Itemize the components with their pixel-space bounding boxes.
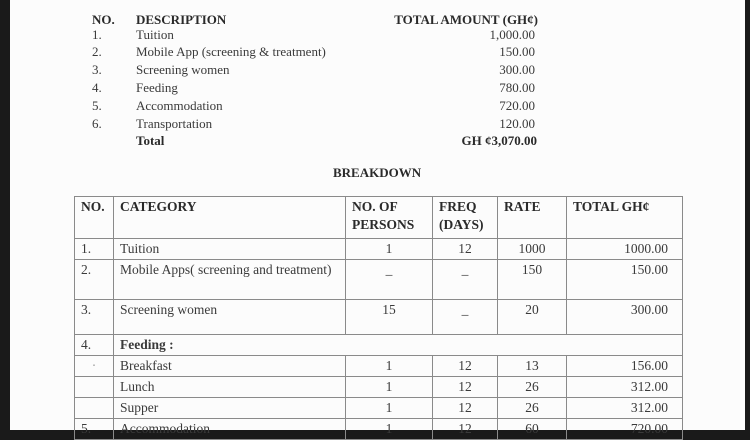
table-row <box>75 419 683 440</box>
cell-no: 4. <box>75 335 114 356</box>
summary-no: 3. <box>92 62 102 77</box>
cell-freq: _ <box>433 300 498 335</box>
table-row <box>75 377 683 398</box>
summary-amount: 120.00 <box>499 116 535 131</box>
cell-rate: 13 <box>498 356 567 377</box>
cell-category: Supper <box>114 398 346 419</box>
cell-rate: 26 <box>498 398 567 419</box>
cell-total: 150.00 <box>567 260 683 300</box>
cell-no: · <box>75 356 114 377</box>
summary-amount: 150.00 <box>499 44 535 59</box>
summary-no: 1. <box>92 27 102 42</box>
cell-freq: 12 <box>433 356 498 377</box>
cell-persons: 15 <box>346 300 433 335</box>
cell-no: 5. <box>75 419 114 440</box>
cell-rate: 60 <box>498 419 567 440</box>
cell-total: 300.00 <box>567 300 683 335</box>
table-row <box>75 239 683 260</box>
cell-persons: 1 <box>346 419 433 440</box>
header-category: CATEGORY <box>114 197 346 239</box>
cell-no: 1. <box>75 239 114 260</box>
cell-freq: 12 <box>433 239 498 260</box>
header-persons: NO. OF PERSONS <box>346 197 433 239</box>
header-total: TOTAL GH¢ <box>567 197 683 239</box>
breakdown-title: BREAKDOWN <box>333 165 422 180</box>
cell-total: 1000.00 <box>567 239 683 260</box>
cell-persons: 1 <box>346 377 433 398</box>
cell-persons: _ <box>346 260 433 300</box>
cell-category: Screening women <box>114 300 346 335</box>
cell-freq: 12 <box>433 377 498 398</box>
cell-category: Mobile Apps( screening and treatment) <box>114 260 346 300</box>
summary-no: 4. <box>92 80 102 95</box>
summary-total-label: Total <box>136 133 165 148</box>
summary-description: Accommodation <box>136 98 223 113</box>
table-row <box>75 260 683 300</box>
cell-no: 2. <box>75 260 114 300</box>
summary-description: Tuition <box>136 27 174 42</box>
cell-persons: 1 <box>346 239 433 260</box>
cell-category: Feeding : <box>114 335 346 356</box>
cell-rate: 150 <box>498 260 567 300</box>
table-header-row <box>75 197 683 239</box>
cell-empty-merged <box>346 335 683 356</box>
summary-header-no: NO. <box>92 12 115 27</box>
cell-no <box>75 377 114 398</box>
cell-category: Breakfast <box>114 356 346 377</box>
cell-rate: 1000 <box>498 239 567 260</box>
cell-rate: 26 <box>498 377 567 398</box>
summary-amount: 720.00 <box>499 98 535 113</box>
cell-persons: 1 <box>346 356 433 377</box>
summary-no: 2. <box>92 44 102 59</box>
header-freq: FREQ (DAYS) <box>433 197 498 239</box>
cell-category: Tuition <box>114 239 346 260</box>
cell-total: 720.00 <box>567 419 683 440</box>
summary-total-amount: GH ¢3,070.00 <box>461 133 537 148</box>
summary-amount: 300.00 <box>499 62 535 77</box>
cell-total: 312.00 <box>567 398 683 419</box>
cell-persons: 1 <box>346 398 433 419</box>
document-page <box>10 0 745 436</box>
cell-rate: 20 <box>498 300 567 335</box>
cell-freq: 12 <box>433 398 498 419</box>
summary-description: Screening women <box>136 62 230 77</box>
summary-no: 6. <box>92 116 102 131</box>
breakdown-table <box>74 196 683 440</box>
table-row <box>75 356 683 377</box>
cell-freq: _ <box>433 260 498 300</box>
summary-no: 5. <box>92 98 102 113</box>
cell-total: 312.00 <box>567 377 683 398</box>
cell-category: Lunch <box>114 377 346 398</box>
table-row <box>75 300 683 335</box>
cell-no <box>75 398 114 419</box>
cell-total: 156.00 <box>567 356 683 377</box>
summary-amount: 780.00 <box>499 80 535 95</box>
summary-description: Transportation <box>136 116 213 131</box>
table-row-section <box>75 335 683 356</box>
table-row <box>75 398 683 419</box>
cell-freq: 12 <box>433 419 498 440</box>
header-no: NO. <box>75 197 114 239</box>
summary-header-description: DESCRIPTION <box>136 12 227 27</box>
summary-description: Mobile App (screening & treatment) <box>136 44 326 59</box>
cell-category: Accommodation <box>114 419 346 440</box>
cell-no: 3. <box>75 300 114 335</box>
header-rate: RATE <box>498 197 567 239</box>
summary-description: Feeding <box>136 80 178 95</box>
summary-amount: 1,000.00 <box>489 27 535 42</box>
summary-header-amount: TOTAL AMOUNT (GH¢) <box>394 12 538 27</box>
